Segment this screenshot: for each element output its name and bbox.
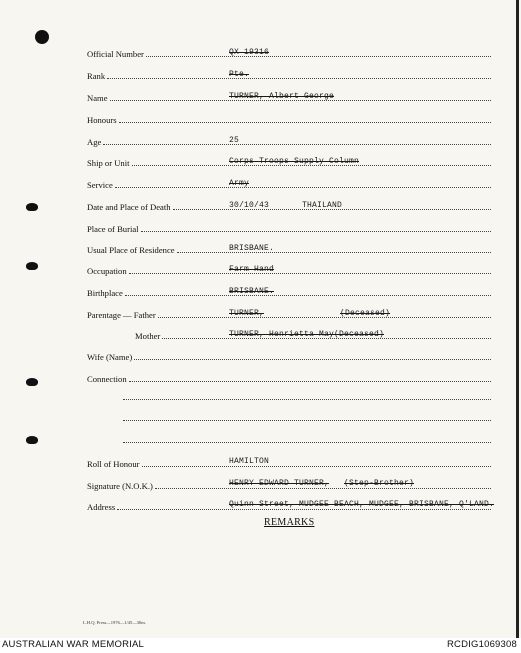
official-number-value: QX 19316 [229,48,270,57]
occupation-row [87,264,491,276]
age-label: Age [87,137,102,147]
birthplace-row [87,286,491,298]
mother-value: TURNER, Henrietta May(Deceased) [229,330,385,339]
ship-value: Corps Troops Supply Column [229,157,360,166]
residence-row [87,243,491,255]
honours-row [87,113,491,125]
ship-label: Ship or Unit [87,158,130,168]
roll-row [87,457,491,469]
rank-value: Pte. [229,70,250,79]
remarks-heading: REMARKS [264,517,315,528]
connection-line [123,420,491,421]
printer-imprint: L.H.Q. Press—1976—1/45—30m. [83,620,146,625]
binder-mark [26,203,38,211]
name-label: Name [87,93,108,103]
father-note: (Deceased) [340,309,391,318]
address-label: Address [87,502,116,512]
binder-mark [26,436,38,444]
binder-mark [26,378,38,386]
service-value: Army [229,179,250,188]
roll-value: HAMILTON [229,457,270,466]
burial-label: Place of Burial [87,224,139,234]
name-value: TURNER, Albert George [229,92,335,101]
signature-value: HENRY EDWARD TURNER, [229,479,330,488]
connection-row [87,372,491,384]
father-row [87,308,491,320]
footer-record-id: RCDIG1069308 [447,639,517,650]
wife-row [87,350,491,362]
address-value: Quinn Street, MUDGEE BEACH, MUDGEE, BRISBANE, Q'LAND. [229,500,495,509]
occupation-label: Occupation [87,266,127,276]
service-row [87,178,491,190]
age-value: 25 [229,136,240,145]
rank-label: Rank [87,71,106,81]
official-number-row [87,47,491,59]
residence-value: BRISBANE. [229,244,275,253]
punch-hole [35,30,49,44]
connection-line [123,442,491,443]
connection-line [123,399,491,400]
footer-attribution: AUSTRALIAN WAR MEMORIAL [2,639,145,650]
death-date-value: 30/10/43 [229,201,270,210]
page-edge [516,0,519,638]
age-row [87,135,491,147]
honours-label: Honours [87,115,117,125]
burial-row [87,222,491,234]
roll-label: Roll of Honour [87,459,140,469]
wife-label: Wife (Name) [87,352,133,362]
binder-mark [26,262,38,270]
parentage-label: Parentage — Father [87,310,156,320]
death-place-value: THAILAND [302,201,343,210]
rank-row [87,69,491,81]
residence-label: Usual Place of Residence [87,245,175,255]
official-number-label: Official Number [87,49,144,59]
death-row [87,200,491,212]
father-value: TURNER, [229,309,265,318]
death-label: Date and Place of Death [87,202,171,212]
birthplace-value: BRISBANE. [229,287,275,296]
service-label: Service [87,180,113,190]
signature-label: Signature (N.O.K.) [87,481,153,491]
occupation-value: Farm Hand [229,265,275,274]
signature-note: (Step-Brother) [344,479,415,488]
connection-label: Connection [87,374,127,384]
birthplace-label: Birthplace [87,288,123,298]
mother-label: Mother [135,331,161,341]
